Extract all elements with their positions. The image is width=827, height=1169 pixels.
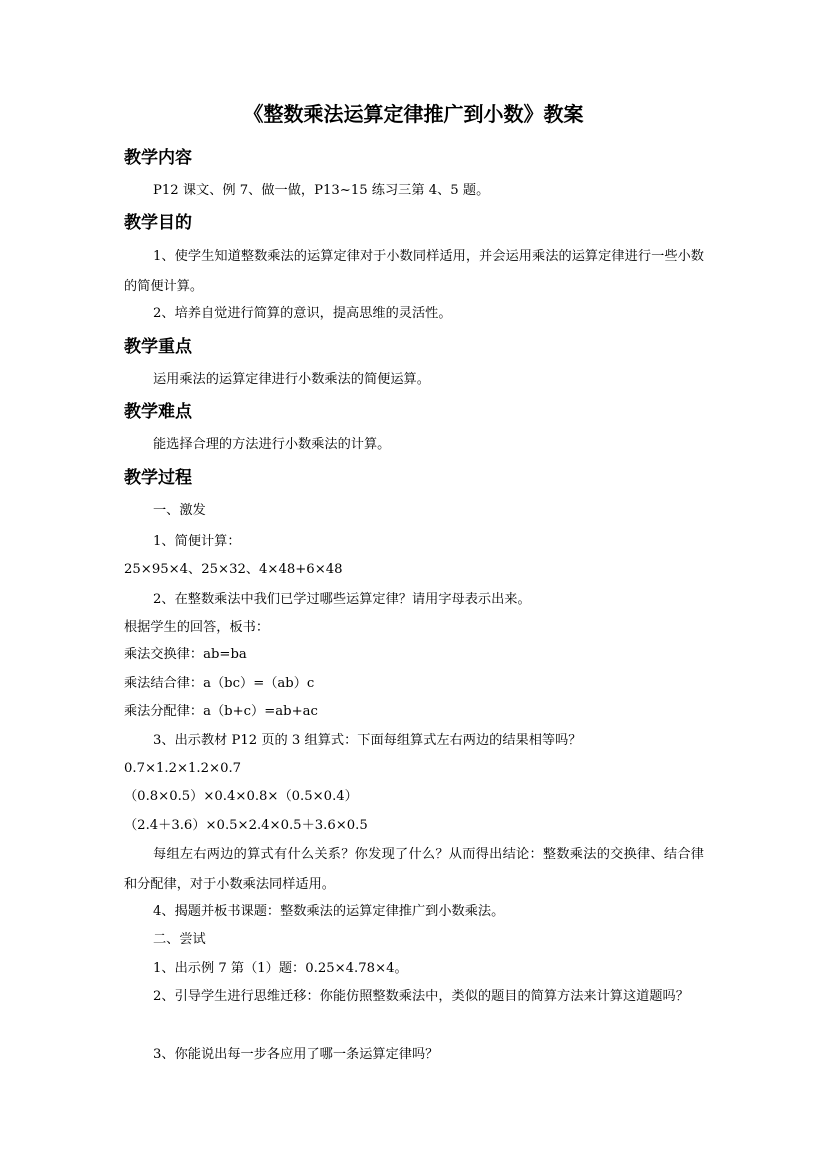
document-title: 《整数乘法运算定律推广到小数》教案 [243, 102, 584, 126]
process-paragraph: 每组左右两边的算式有什么关系？你发现了什么？从而得出结论：整数乘法的交换律、结合律和分配律，对于小数乘法同样适用。 [124, 847, 704, 892]
section-heading-key-points: 教学重点 [124, 337, 192, 357]
process-line: 2、在整数乘法中我们已学过哪些运算定律？请用字母表示出来。 [153, 592, 531, 607]
process-line: 乘法分配律：a（b+c）=ab+ac [124, 704, 318, 719]
difficulties-text: 能选择合理的方法进行小数乘法的计算。 [153, 437, 391, 452]
section-heading-process: 教学过程 [124, 468, 192, 488]
process-line: 1、简便计算： [153, 534, 241, 549]
process-line: 一、激发 [153, 503, 206, 518]
section-heading-difficulties: 教学难点 [124, 402, 192, 422]
process-line: 根据学生的回答，板书： [124, 620, 270, 635]
goal-item-2: 2、培养自觉进行简算的意识，提高思维的灵活性。 [153, 306, 452, 321]
process-line: 1、出示例 7 第（1）题：0.25×4.78×4。 [153, 961, 408, 976]
process-line: （2.4＋3.6）×0.5×2.4×0.5＋3.6×0.5 [124, 818, 368, 833]
key-points-text: 运用乘法的运算定律进行小数乘法的简便运算。 [153, 372, 430, 387]
goal-item-1: 1、使学生知道整数乘法的运算定律对于小数同样适用，并会运用乘法的运算定律进行一些小数的简便计算。 [124, 249, 704, 294]
process-line: （0.8×0.5）×0.4×0.8×（0.5×0.4） [124, 789, 358, 804]
process-line: 4、揭题并板书课题：整数乘法的运算定律推广到小数乘法。 [153, 904, 505, 919]
section-heading-content: 教学内容 [124, 148, 192, 168]
process-paragraph: 2、引导学生进行思维迁移：你能仿照整数乘法中，类似的题目的简算方法来计算这道题吗？ [153, 989, 689, 1004]
content-text: P12 课文、例 7、做一做，P13~15 练习三第 4、5 题。 [153, 183, 490, 198]
process-line: 乘法交换律：ab=ba [124, 647, 247, 662]
section-heading-goals: 教学目的 [124, 213, 192, 233]
process-line: 25×95×4、25×32、4×48+6×48 [124, 562, 343, 577]
process-line: 3、出示教材 P12 页的 3 组算式：下面每组算式左右两边的结果相等吗？ [153, 733, 582, 748]
process-line: 0.7×1.2×1.2×0.7 [124, 761, 242, 776]
process-line: 3、你能说出每一步各应用了哪一条运算定律吗？ [153, 1047, 439, 1062]
process-line: 二、尝试 [153, 932, 206, 947]
process-line: 乘法结合律：a（bc）=（ab）c [124, 676, 315, 691]
